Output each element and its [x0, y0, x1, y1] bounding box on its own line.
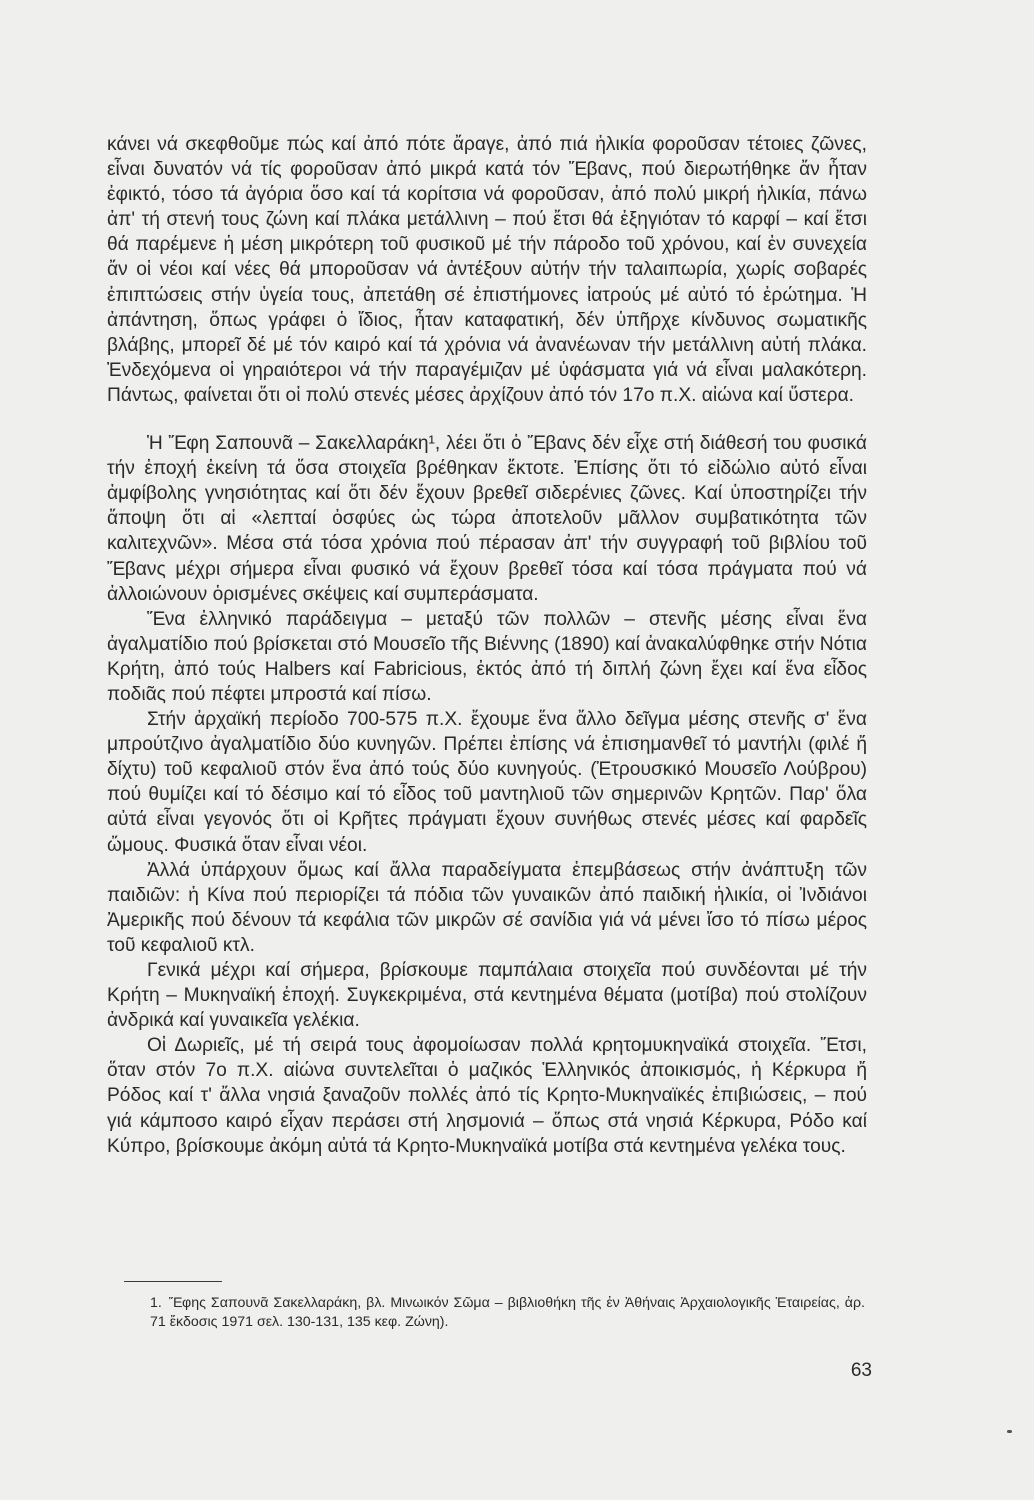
footnote	[150, 1294, 865, 1332]
body-text	[107, 132, 867, 1159]
paragraph-2: Ἡ Ἔφη Σαπουνᾶ – Σακελλαράκη¹, λέει ὅτι ὁ Ἔβανς δέν εἶχε στή διάθεσή του φυσικά τήν ἐποχή ἐκείνη τά ὅσα στοιχεῖα βρέθηκαν ἔκτοτε. Ἐπίσης ὅτι τό εἰδώλιο αὐτό εἶναι ἀμφίβολης γνησιότητας καί ὅτι δέν ἔχουν βρεθεῖ σιδερένιες ζῶνες. Καί ὑποστηρίζει τήν ἄποψη ὅτι αἱ «λεπταί ὀσφύες ὡς τώρα ἀποτελοῦν μᾶλλον συμβατικότητα τῶν καλιτεχνῶν». Μέσα στά τόσα χρόνια πού πέρασαν ἀπ' τήν συγγραφή τοῦ βιβλίου τοῦ Ἔβανς μέχρι σήμερα εἶναι φυσικό νά ἔχουν βρεθεῖ τόσα καί τόσα πράγματα πού νά ἀλλοιώνουν ὁρισμένες σκέψεις καί συμπεράσματα.	[107, 433, 867, 605]
paragraph-5: Ἀλλά ὑπάρχουν ὅμως καί ἄλλα παραδείγματα ἐπεμβάσεως στήν ἀνάπτυξη τῶν παιδιῶν: ἡ Κίνα πού περιορίζει τά πόδια τῶν γυναικῶν ἀπό παιδική ἡλικία, οἱ Ἰνδιάνοι Ἀμερικῆς πού δένουν τά κεφάλια τῶν μικρῶν σέ σανίδια γιά νά μένει ἴσο τό πίσω μέρος τοῦ κεφαλιοῦ κτλ.	[107, 859, 867, 956]
paragraph-6: Γενικά μέχρι καί σήμερα, βρίσκουμε παμπάλαια στοιχεῖα πού συνδέονται μέ τήν Κρήτη – Μυκηναϊκή ἐποχή. Συγκεκριμένα, στά κεντημένα θέματα (μοτίβα) πού στολίζουν ἀνδρικά καί γυναικεῖα γελέκια.	[107, 960, 867, 1032]
paragraph-4: Στήν ἀρχαϊκή περίοδο 700-575 π.Χ. ἔχουμε ἕνα ἄλλο δεῖγμα μέσης στενῆς σ' ἕνα μπρούτζινο ἀγαλματίδιο δύο κυνηγῶν. Πρέπει ἐπίσης νά ἐπισημανθεῖ τό μαντήλι (φιλέ ἤ δίχτυ) τοῦ κεφαλιοῦ στόν ἕνα ἀπό τούς δύο κυνηγούς. (Ἐτρουσκικό Μουσεῖο Λούβρου) πού θυμίζει καί τό δέσιμο καί τό εἶδος τοῦ μαντηλιοῦ τῶν σημερινῶν Κρητῶν. Παρ' ὅλα αὐτά εἶναι γεγονός ὅτι οἱ Κρῆτες πράγματι ἔχουν συνήθως στενές μέσες καί φαρδεῖς ὤμους. Φυσικά ὅταν εἶναι νέοι.	[107, 709, 867, 856]
footnote-text: Ἔφης Σαπουνᾶ Σακελλαράκη, βλ. Μινωικόν Σῶμα – βιβλιοθήκη τῆς ἐν Ἀθήναις Ἀρχαιολογικῆς Ἑταιρείας, ἀρ. 71 ἔκδοσις 1971 σελ. 130-131, 135 κεφ. Ζώνη).	[150, 1295, 865, 1330]
footnote-divider	[124, 1281, 222, 1282]
scan-speck	[1007, 1430, 1012, 1433]
paragraph-7: Οἱ Δωριεῖς, μέ τή σειρά τους ἀφομοίωσαν πολλά κρητομυκηναϊκά στοιχεῖα. Ἔτσι, ὅταν στόν 7ο π.Χ. αἰώνα συντελεῖται ὁ μαζικός Ἑλληνικός ἀποικισμός, ἡ Κέρκυρα ἤ Ρόδος καί τ' ἄλλα νησιά ξαναζοῦν πολλές ἀπό τίς Κρητο-Μυκηναϊκές ἐπιβιώσεις, – πού γιά κάμποσο καιρό εἶχαν περάσει στή λησμονιά – ὅπως στά νησιά Κέρκυρα, Ρόδο καί Κύπρο, βρίσκουμε ἀκόμη αὐτά τά Κρητο-Μυκηναϊκά μοτίβα στά κεντημένα γελέκα τους.	[107, 1035, 867, 1157]
page-number: 63	[850, 1360, 872, 1381]
paragraph-1: κάνει νά σκεφθοῦμε πώς καί ἀπό πότε ἄραγε, ἀπό πιά ἡλικία φοροῦσαν τέτοιες ζῶνες, εἶναι δυνατόν νά τίς φοροῦσαν ἀπό μικρά κατά τόν Ἔβανς, πού διερωτήθηκε ἄν ἦταν ἐφικτό, τόσο τά ἀγόρια ὅσο καί τά κορίτσια νά φοροῦσαν, ἀπό πολύ μικρή ἡλικία, πάνω ἀπ' τή στενή τους ζώνη καί πλάκα μετάλλινη – πού ἔτσι θά ἐξηγιόταν τό καρφί – καί ἔτσι θά παρέμενε ἡ μέση μικρότερη τοῦ φυσικοῦ μέ τήν πάροδο τοῦ χρόνου, καί ἐν συνεχεία ἄν οἱ νέοι καί νέες θά μποροῦσαν νά ἀντέξουν αὐτήν τήν ταλαιπωρία, χωρίς σοβαρές ἐπιπτώσεις στήν ὑγεία τους, ἀπετάθη σέ ἐπιστήμονες ἰατρούς μέ αὐτό τό ἐρώτημα. Ἡ ἀπάντηση, ὅπως γράφει ὁ ἴδιος, ἦταν καταφατική, δέν ὑπῆρχε κίνδυνος σωματικῆς βλάβης, μπορεῖ δέ μέ τόν καιρό καί τά χρόνια νά ἀνανέωναν τήν μετάλλινη αὐτή πλάκα. Ἐνδεχόμενα οἱ γηραιότεροι νά τήν παραγέμιζαν μέ ὑφάσματα γιά νά εἶναι μαλακότερη. Πάντως, φαίνεται ὅτι οἱ πολύ στενές μέσες ἀρχίζουν ἀπό τόν 17ο π.Χ. αἰώνα καί ὕστερα.	[107, 134, 867, 406]
paragraph-3: Ἕνα ἑλληνικό παράδειγμα – μεταξύ τῶν πολλῶν – στενῆς μέσης εἶναι ἕνα ἀγαλματίδιο πού βρίσκεται στό Μουσεῖο τῆς Βιέννης (1890) καί ἀνακαλύφθηκε στήν Νότια Κρήτη, ἀπό τούς Halbers καί Fabricious, ἐκτός ἀπό τή διπλή ζώνη ἔχει καί ἕνα εἶδος ποδιᾶς πού πέφτει μπροστά καί πίσω.	[107, 608, 867, 705]
footnote-number: 1.	[150, 1295, 162, 1311]
